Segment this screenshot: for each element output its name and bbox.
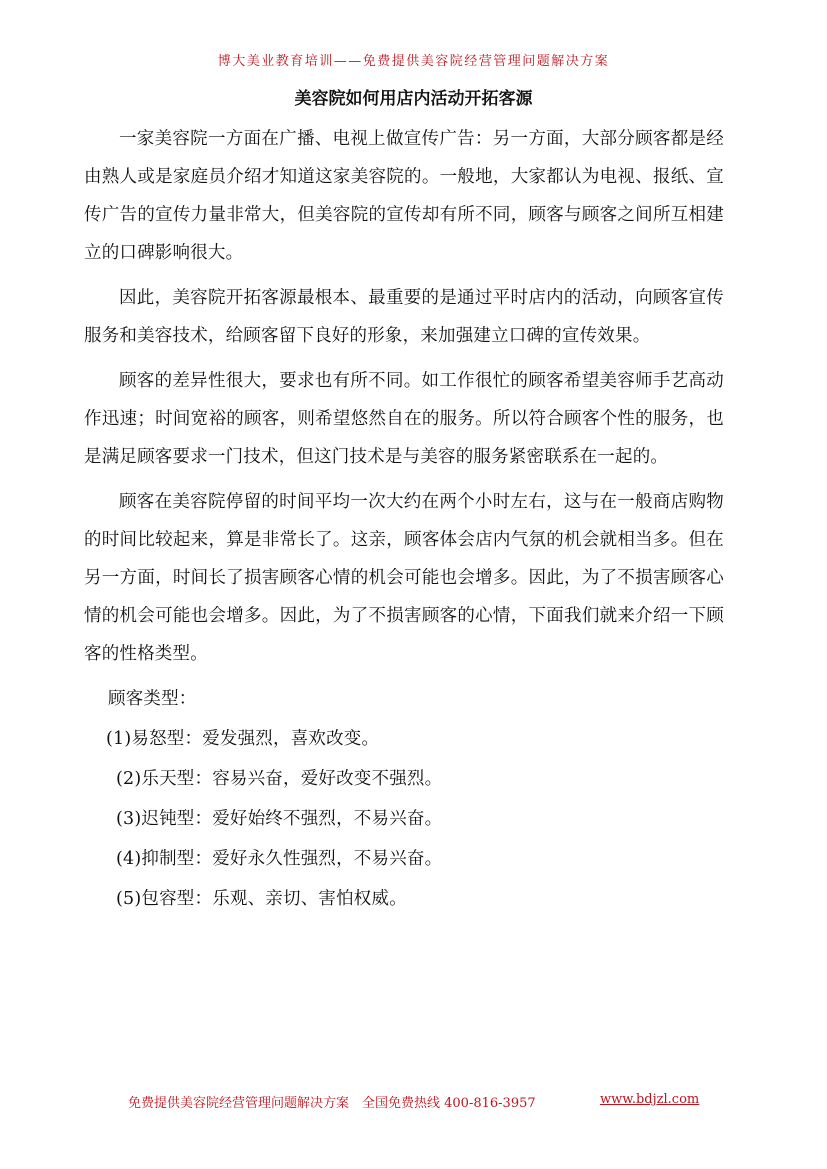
types-heading: 顾客类型： — [108, 689, 197, 709]
page-footer — [128, 1092, 708, 1111]
footer-text: 免费提供美容院经营管理问题解决方案 全国免费热线 400-816-3957 — [128, 1096, 536, 1111]
paragraph-1: 一家美容院一方面在广播、电视上做宣传广告：另一方面，大部分顾客都是经由熟人或是家庭员介绍才知道这家美容院的。一般地，大家都认为电视、报纸、宣传广告的宣传力量非常大，但美容院的宣传却有所不同，顾客与顾客之间所互相建立的口碑影响很大。 — [84, 129, 724, 263]
paragraph-3: 顾客的差异性很大，要求也有所不同。如工作很忙的顾客希望美容师手艺高动作迅速；时间宽裕的顾客，则希望悠然自在的服务。所以符合顾客个性的服务，也是满足顾客要求一门技术，但这门技术是与美容的服务紧密联系在一起的。 — [84, 371, 724, 467]
type-item-5: (5)包容型：乐观、亲切、害怕权威。 — [116, 889, 407, 909]
website-link[interactable]: www.bdjzl.com — [600, 1092, 700, 1107]
type-item-3: (3)迟钝型：爱好始终不强烈，不易兴奋。 — [116, 809, 443, 829]
paragraph-4: 顾客在美容院停留的时间平均一次大约在两个小时左右，这与在一般商店购物的时间比较起来，算是非常长了。这亲，顾客体会店内气氛的机会就相当多。但在另一方面，时间长了损害顾客心情的机会可能也会增多。因此，为了不损害顾客心情的机会可能也会增多。因此，为了不损害顾客的心情，下面我们就来介绍一下顾客的性格类型。 — [84, 492, 724, 664]
type-item-2: (2)乐天型：容易兴奋，爱好改变不强烈。 — [116, 769, 443, 789]
paragraph-2: 因此，美容院开拓客源最根本、最重要的是通过平时店内的活动，向顾客宣传服务和美容技术，给顾客留下良好的形象，来加强建立口碑的宣传效果。 — [84, 288, 724, 346]
page-header: 博大美业教育培训——免费提供美容院经营管理问题解决方案 — [217, 54, 610, 69]
type-item-4: (4)抑制型：爱好永久性强烈，不易兴奋。 — [116, 849, 443, 869]
document-title: 美容院如何用店内活动开拓客源 — [294, 89, 533, 109]
type-item-1: (1)易怒型：爱发强烈，喜欢改变。 — [106, 729, 380, 749]
document-body — [84, 120, 724, 920]
